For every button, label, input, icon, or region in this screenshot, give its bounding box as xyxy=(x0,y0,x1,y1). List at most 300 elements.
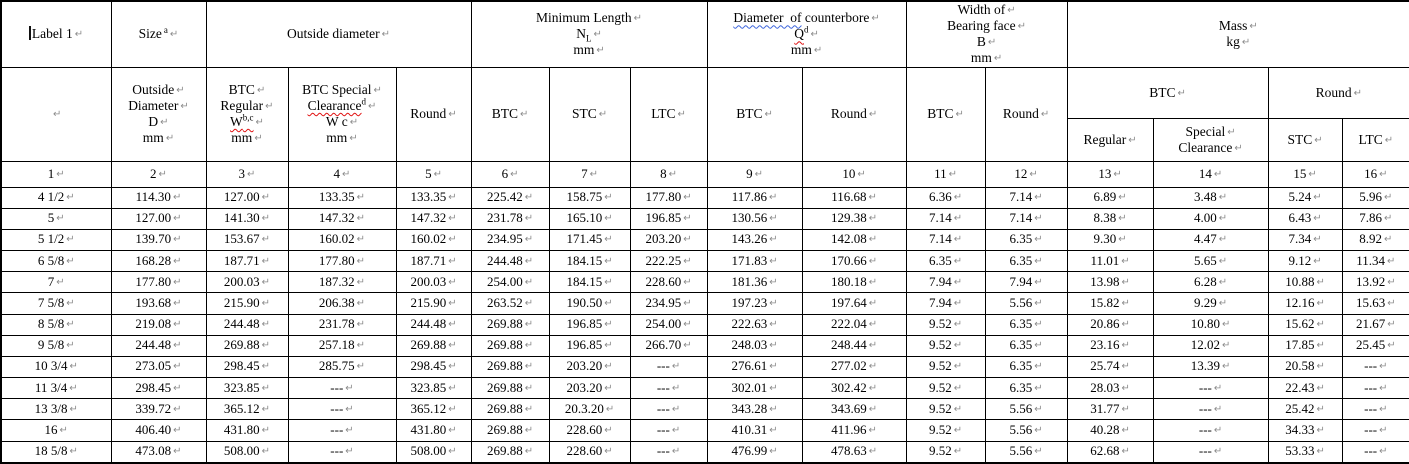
cell-end-mark: ↵ xyxy=(683,276,692,288)
cell-end-mark: ↵ xyxy=(173,382,182,394)
cell-end-mark: ↵ xyxy=(448,382,457,394)
data-cell: 25.45 ↵ xyxy=(1342,335,1409,356)
nl-btc-label: BTC ↵ xyxy=(491,106,529,122)
cell-end-mark: ↵ xyxy=(1034,255,1043,267)
cell-end-mark: ↵ xyxy=(769,446,778,458)
data-cell: 257.18 ↵ xyxy=(288,335,396,356)
cell-end-mark: ↵ xyxy=(261,403,271,415)
table-row xyxy=(1,272,1409,293)
cell-end-mark: ↵ xyxy=(261,255,271,267)
data-cell: 8.92 ↵ xyxy=(1342,229,1409,250)
cell-end-mark: ↵ xyxy=(524,319,534,331)
cell-end-mark: ↵ xyxy=(448,425,457,436)
cell-end-mark: ↵ xyxy=(1034,382,1043,394)
cell-end-mark: ↵ xyxy=(524,276,534,288)
cell-end-mark: ↵ xyxy=(173,234,182,246)
data-cell: 411.96 ↵ xyxy=(802,420,906,441)
cell-end-mark: ↵ xyxy=(381,29,390,41)
cell-end-mark: ↵ xyxy=(1222,340,1231,352)
cell-end-mark: ↵ xyxy=(1316,403,1325,415)
data-cell: 269.88 ↵ xyxy=(206,335,288,356)
cell-end-mark: ↵ xyxy=(173,361,182,373)
header-min-length-cell xyxy=(471,1,707,67)
data-cell: 181.36 ↵ xyxy=(707,272,802,293)
row-label-cell: 10 3/4 ↵ xyxy=(1,356,111,377)
cell-end-mark: ↵ xyxy=(769,234,778,246)
data-cell: --- ↵ xyxy=(288,378,396,399)
column-number-row xyxy=(1,161,1409,187)
data-cell: 11.34 ↵ xyxy=(1342,251,1409,272)
bearing-symbol: B ↵ xyxy=(976,34,997,50)
data-cell: 15.63 ↵ xyxy=(1342,293,1409,314)
data-cell: --- ↵ xyxy=(1153,441,1268,463)
data-cell: 269.88 ↵ xyxy=(471,314,549,335)
data-cell: 143.26 ↵ xyxy=(707,229,802,250)
data-cell: 298.45 ↵ xyxy=(206,356,288,377)
data-cell: 203.20 ↵ xyxy=(549,356,630,377)
data-cell: 197.23 ↵ xyxy=(707,293,802,314)
data-cell: 6.89 ↵ xyxy=(1067,187,1153,208)
data-cell: 7.94 ↵ xyxy=(906,272,985,293)
cell-end-mark: ↵ xyxy=(769,297,778,309)
cb-round-label: Round ↵ xyxy=(830,106,878,122)
row-label-cell: 11 3/4 ↵ xyxy=(1,378,111,399)
data-cell: 133.35 ↵ xyxy=(288,187,396,208)
cell-end-mark: ↵ xyxy=(1379,382,1388,394)
data-cell: 129.38 ↵ xyxy=(802,208,906,229)
cell-end-mark: ↵ xyxy=(671,361,681,373)
mass-unit: kg ↵ xyxy=(1226,34,1251,50)
data-cell: 9.52 ↵ xyxy=(906,420,985,441)
counterbore-title: Diameter of counterbore ↵ xyxy=(733,10,880,26)
data-cell: 285.75 ↵ xyxy=(288,356,396,377)
data-cell: 9.52 ↵ xyxy=(906,378,985,399)
cell-end-mark: ↵ xyxy=(373,85,382,97)
row-label-cell: 5 1/2 ↵ xyxy=(1,229,111,250)
data-cell: 141.30 ↵ xyxy=(206,208,288,229)
row-label-cell: 18 5/8 ↵ xyxy=(1,441,111,463)
data-cell: 53.33 ↵ xyxy=(1268,441,1342,463)
data-cell: 234.95 ↵ xyxy=(630,293,707,314)
cell-end-mark: ↵ xyxy=(1040,109,1050,121)
od-round-label: Round ↵ xyxy=(410,106,457,122)
column-number-cell: 12 ↵ xyxy=(985,161,1067,187)
cell-end-mark: ↵ xyxy=(173,319,182,331)
od-line2: Diameter ↵ xyxy=(128,98,189,114)
cell-end-mark: ↵ xyxy=(261,276,271,288)
cell-end-mark: ↵ xyxy=(1121,276,1130,288)
cell-end-mark: ↵ xyxy=(868,319,878,331)
data-cell: 160.02 ↵ xyxy=(396,229,471,250)
cell-end-mark: ↵ xyxy=(953,319,963,331)
data-cell: 170.66 ↵ xyxy=(802,251,906,272)
cell-end-mark: ↵ xyxy=(604,192,613,204)
column-number-cell: 7 ↵ xyxy=(549,161,630,187)
data-cell: 10.80 ↵ xyxy=(1153,314,1268,335)
cell-end-mark: ↵ xyxy=(59,425,68,436)
cell-end-mark: ↵ xyxy=(56,168,65,180)
cell-end-mark: ↵ xyxy=(345,382,354,394)
cell-end-mark: ↵ xyxy=(1379,168,1388,180)
cell-end-mark: ↵ xyxy=(448,109,457,121)
cell-end-mark: ↵ xyxy=(604,276,613,288)
cell-end-mark: ↵ xyxy=(1316,297,1325,309)
data-cell: 508.00 ↵ xyxy=(206,441,288,463)
header-size-cell xyxy=(111,1,206,67)
column-number-cell: 3 ↵ xyxy=(206,161,288,187)
cell-end-mark: ↵ xyxy=(683,192,692,204)
cell-end-mark: ↵ xyxy=(1316,382,1325,394)
data-cell: 9.52 ↵ xyxy=(906,356,985,377)
table-row xyxy=(1,420,1409,441)
cell-end-mark: ↵ xyxy=(74,29,84,41)
subheader-bf-btc-cell xyxy=(906,67,985,161)
mass-title: Mass ↵ xyxy=(1218,18,1258,34)
cell-end-mark: ↵ xyxy=(671,382,681,394)
cell-end-mark: ↵ xyxy=(345,425,354,436)
data-cell: 269.88 ↵ xyxy=(471,399,549,420)
cell-end-mark: ↵ xyxy=(53,109,62,121)
data-cell: 23.16 ↵ xyxy=(1067,335,1153,356)
data-cell: 180.18 ↵ xyxy=(802,272,906,293)
cell-end-mark: ↵ xyxy=(66,234,75,246)
data-cell: 6.43 ↵ xyxy=(1268,208,1342,229)
cell-end-mark: ↵ xyxy=(868,425,877,436)
cell-end-mark: ↵ xyxy=(769,276,778,288)
data-cell: 190.50 ↵ xyxy=(549,293,630,314)
data-cell: 196.85 ↵ xyxy=(549,335,630,356)
data-cell: 269.88 ↵ xyxy=(471,378,549,399)
cell-end-mark: ↵ xyxy=(356,213,366,225)
data-cell: 12.16 ↵ xyxy=(1268,293,1342,314)
data-cell: 40.28 ↵ xyxy=(1067,420,1153,441)
cell-end-mark: ↵ xyxy=(524,382,534,394)
data-cell: 254.00 ↵ xyxy=(630,314,707,335)
cell-end-mark: ↵ xyxy=(1379,425,1388,436)
data-cell: 225.42 ↵ xyxy=(471,187,549,208)
cell-end-mark: ↵ xyxy=(768,192,778,204)
cell-end-mark: ↵ xyxy=(356,297,366,309)
data-cell: 147.32 ↵ xyxy=(396,208,471,229)
data-cell: 177.80 ↵ xyxy=(111,272,206,293)
table-row xyxy=(1,356,1409,377)
cell-end-mark: ↵ xyxy=(604,340,613,352)
column-number-cell: 15 ↵ xyxy=(1268,161,1342,187)
btc-regular-unit: mm ↵ xyxy=(231,129,263,145)
cell-end-mark: ↵ xyxy=(1384,213,1393,225)
counterbore-symbol: $Q^d$ ↵ xyxy=(794,24,819,42)
cell-end-mark: ↵ xyxy=(261,297,271,309)
nl-stc-label: STC ↵ xyxy=(571,106,608,122)
cell-end-mark: ↵ xyxy=(433,168,442,180)
subheader-mass-stc-cell xyxy=(1268,118,1342,161)
header-label1: Label 1 ↵ xyxy=(31,26,84,42)
data-cell: 7.14 ↵ xyxy=(985,187,1067,208)
subheader-cb-round-cell xyxy=(802,67,906,161)
data-cell: 114.30 ↵ xyxy=(111,187,206,208)
cell-end-mark: ↵ xyxy=(368,101,377,113)
cell-end-mark: ↵ xyxy=(349,117,359,128)
btc-regular-line1: BTC ↵ xyxy=(228,82,266,98)
data-cell: 343.69 ↵ xyxy=(802,399,906,420)
od-unit: mm ↵ xyxy=(142,129,175,145)
cell-end-mark: ↵ xyxy=(1034,361,1043,373)
column-number-cell: 1 ↵ xyxy=(1,161,111,187)
table-body xyxy=(1,1,1409,463)
column-number-cell: 5 ↵ xyxy=(396,161,471,187)
cell-end-mark: ↵ xyxy=(671,403,681,415)
subheader-mass-special-cell xyxy=(1153,118,1268,161)
cell-end-mark: ↵ xyxy=(1017,21,1027,33)
cell-end-mark: ↵ xyxy=(169,29,179,41)
cell-end-mark: ↵ xyxy=(356,192,366,204)
data-cell: 153.67 ↵ xyxy=(206,229,288,250)
data-cell: 200.03 ↵ xyxy=(396,272,471,293)
data-cell: 196.85 ↵ xyxy=(549,314,630,335)
subheader-mass-btc-cell xyxy=(1067,67,1268,118)
cell-end-mark: ↵ xyxy=(69,446,78,458)
data-cell: 133.35 ↵ xyxy=(396,187,471,208)
data-cell: 127.00 ↵ xyxy=(206,187,288,208)
cell-end-mark: ↵ xyxy=(66,255,75,267)
data-cell: 20.3.20 ↵ xyxy=(549,399,630,420)
cell-end-mark: ↵ xyxy=(1034,319,1043,331)
subheader-btc-special-cell xyxy=(288,67,396,161)
cell-end-mark: ↵ xyxy=(356,234,366,246)
cell-end-mark: ↵ xyxy=(1387,276,1396,288)
data-cell: 6.35 ↵ xyxy=(985,314,1067,335)
cell-end-mark: ↵ xyxy=(1222,361,1231,373)
cell-end-mark: ↵ xyxy=(1213,403,1223,415)
data-cell: 147.32 ↵ xyxy=(288,208,396,229)
cell-end-mark: ↵ xyxy=(1316,319,1325,331)
cell-end-mark: ↵ xyxy=(1308,168,1317,180)
cell-end-mark: ↵ xyxy=(953,403,963,415)
row-label-cell: 8 5/8 ↵ xyxy=(1,314,111,335)
cell-end-mark: ↵ xyxy=(810,29,819,41)
cell-end-mark: ↵ xyxy=(448,319,457,331)
header-label1-cell xyxy=(1,1,111,67)
min-length-title: Minimum Length ↵ xyxy=(536,10,643,26)
data-cell: 142.08 ↵ xyxy=(802,229,906,250)
data-cell: 6.35 ↵ xyxy=(985,229,1067,250)
cell-end-mark: ↵ xyxy=(1118,192,1127,204)
table-row xyxy=(1,441,1409,463)
data-cell: 130.56 ↵ xyxy=(707,208,802,229)
cell-end-mark: ↵ xyxy=(1379,361,1388,373)
cell-end-mark: ↵ xyxy=(356,340,366,352)
cell-end-mark: ↵ xyxy=(589,168,598,180)
cell-end-mark: ↵ xyxy=(1313,213,1322,225)
row-label-cell: 7 ↵ xyxy=(1,272,111,293)
mass-stc-label: STC ↵ xyxy=(1287,131,1323,147)
cell-end-mark: ↵ xyxy=(1387,340,1396,352)
cell-end-mark: ↵ xyxy=(871,13,880,25)
data-cell: 231.78 ↵ xyxy=(288,314,396,335)
btc-special-line1: BTC Special ↵ xyxy=(302,82,382,98)
data-cell: 139.70 ↵ xyxy=(111,229,206,250)
cell-end-mark: ↵ xyxy=(868,234,878,246)
data-cell: 5.24 ↵ xyxy=(1268,187,1342,208)
od-symbol: D ↵ xyxy=(148,114,169,129)
header-empty-cell xyxy=(1,67,111,161)
table-row xyxy=(1,335,1409,356)
subheader-mass-round-cell xyxy=(1268,67,1409,118)
cell-end-mark: ↵ xyxy=(1121,425,1130,436)
data-cell: 222.04 ↵ xyxy=(802,314,906,335)
mass-btc-label: BTC ↵ xyxy=(1149,84,1186,100)
data-cell: 269.88 ↵ xyxy=(471,441,549,463)
cell-end-mark: ↵ xyxy=(953,297,963,309)
cell-end-mark: ↵ xyxy=(668,168,677,180)
subheader-od-round-cell xyxy=(396,67,471,161)
bearing-title-1: Width of ↵ xyxy=(957,2,1016,18)
cell-end-mark: ↵ xyxy=(993,53,1003,65)
data-cell: --- ↵ xyxy=(630,420,707,441)
data-cell: --- ↵ xyxy=(288,420,396,441)
data-cell: 7.86 ↵ xyxy=(1342,208,1409,229)
data-cell: 302.01 ↵ xyxy=(707,378,802,399)
data-cell: 365.12 ↵ xyxy=(206,399,288,420)
data-cell: 5.56 ↵ xyxy=(985,441,1067,463)
cell-end-mark: ↵ xyxy=(172,192,182,204)
cell-end-mark: ↵ xyxy=(1379,446,1388,458)
cell-end-mark: ↵ xyxy=(868,446,878,458)
table-row xyxy=(1,187,1409,208)
data-cell: 184.15 ↵ xyxy=(549,272,630,293)
cell-end-mark: ↵ xyxy=(1313,234,1322,246)
cell-end-mark: ↵ xyxy=(524,340,534,352)
cell-end-mark: ↵ xyxy=(1034,446,1043,458)
cell-end-mark: ↵ xyxy=(593,29,602,41)
data-cell: 117.86 ↵ xyxy=(707,187,802,208)
data-cell: 228.60 ↵ xyxy=(549,441,630,463)
data-cell: 323.85 ↵ xyxy=(396,378,471,399)
mass-special-line1: Special ↵ xyxy=(1185,123,1236,139)
cell-end-mark: ↵ xyxy=(1384,134,1394,146)
cell-end-mark: ↵ xyxy=(1384,234,1393,246)
data-cell: 269.88 ↵ xyxy=(396,335,471,356)
min-length-symbol: $N_L$ ↵ xyxy=(576,26,602,44)
cell-end-mark: ↵ xyxy=(1314,134,1323,146)
data-cell: 234.95 ↵ xyxy=(471,229,549,250)
cell-end-mark: ↵ xyxy=(524,446,534,458)
cell-end-mark: ↵ xyxy=(868,340,878,352)
data-cell: 171.45 ↵ xyxy=(549,229,630,250)
cell-end-mark: ↵ xyxy=(953,192,963,204)
cell-end-mark: ↵ xyxy=(261,382,271,394)
cell-end-mark: ↵ xyxy=(671,425,681,436)
cell-end-mark: ↵ xyxy=(1113,168,1122,180)
cell-end-mark: ↵ xyxy=(953,425,963,436)
data-cell: 269.88 ↵ xyxy=(471,420,549,441)
data-cell: 160.02 ↵ xyxy=(288,229,396,250)
data-cell: 34.33 ↵ xyxy=(1268,420,1342,441)
data-cell: 25.42 ↵ xyxy=(1268,399,1342,420)
cell-end-mark: ↵ xyxy=(868,109,878,121)
cell-end-mark: ↵ xyxy=(176,85,185,97)
cell-end-mark: ↵ xyxy=(683,319,692,331)
data-cell: 276.61 ↵ xyxy=(707,356,802,377)
cell-end-mark: ↵ xyxy=(1213,446,1223,458)
data-cell: 21.67 ↵ xyxy=(1342,314,1409,335)
cell-end-mark: ↵ xyxy=(1034,192,1043,204)
data-cell: 184.15 ↵ xyxy=(549,251,630,272)
cell-end-mark: ↵ xyxy=(1316,340,1325,352)
cell-end-mark: ↵ xyxy=(448,234,457,246)
cell-end-mark: ↵ xyxy=(173,403,182,415)
cell-end-mark: ↵ xyxy=(1121,446,1130,458)
cell-end-mark: ↵ xyxy=(1034,425,1043,436)
data-cell: 13.39 ↵ xyxy=(1153,356,1268,377)
data-cell: --- ↵ xyxy=(288,399,396,420)
cell-end-mark: ↵ xyxy=(1034,403,1043,415)
subheader-mass-regular-cell xyxy=(1067,118,1153,161)
subheader-nl-stc-cell xyxy=(549,67,630,161)
data-cell: 254.00 ↵ xyxy=(471,272,549,293)
data-cell: 7.14 ↵ xyxy=(985,208,1067,229)
data-cell: 4.00 ↵ xyxy=(1153,208,1268,229)
cell-end-mark: ↵ xyxy=(1034,340,1043,352)
data-cell: 200.03 ↵ xyxy=(206,272,288,293)
data-cell: 177.80 ↵ xyxy=(288,251,396,272)
header-row-2 xyxy=(1,67,1409,118)
column-number-cell: 2 ↵ xyxy=(111,161,206,187)
data-cell: 277.02 ↵ xyxy=(802,356,906,377)
data-cell: 228.60 ↵ xyxy=(630,272,707,293)
data-cell: 244.48 ↵ xyxy=(471,251,549,272)
data-cell: 25.74 ↵ xyxy=(1067,356,1153,377)
data-cell: 15.82 ↵ xyxy=(1067,293,1153,314)
cell-end-mark: ↵ xyxy=(1387,319,1396,331)
cell-end-mark: ↵ xyxy=(342,168,351,180)
cell-end-mark: ↵ xyxy=(1177,87,1186,99)
cell-end-mark: ↵ xyxy=(524,255,534,267)
cell-end-mark: ↵ xyxy=(604,234,613,246)
cell-end-mark: ↵ xyxy=(261,425,271,436)
data-cell: 431.80 ↵ xyxy=(396,420,471,441)
cell-end-mark: ↵ xyxy=(1121,297,1130,309)
cell-end-mark: ↵ xyxy=(56,213,65,225)
data-cell: 6.35 ↵ xyxy=(985,378,1067,399)
data-cell: 476.99 ↵ xyxy=(707,441,802,463)
data-cell: 473.08 ↵ xyxy=(111,441,206,463)
cell-end-mark: ↵ xyxy=(633,13,643,25)
cell-end-mark: ↵ xyxy=(604,297,613,309)
column-number-cell: 16 ↵ xyxy=(1342,161,1409,187)
cell-end-mark: ↵ xyxy=(1241,37,1251,49)
data-cell: 215.90 ↵ xyxy=(396,293,471,314)
data-cell: 193.68 ↵ xyxy=(111,293,206,314)
cell-end-mark: ↵ xyxy=(524,361,534,373)
cell-end-mark: ↵ xyxy=(448,446,457,458)
cell-end-mark: ↵ xyxy=(683,297,692,309)
data-cell: --- ↵ xyxy=(1153,378,1268,399)
cell-end-mark: ↵ xyxy=(953,382,963,394)
column-number-cell: 13 ↵ xyxy=(1067,161,1153,187)
data-cell: 171.83 ↵ xyxy=(707,251,802,272)
data-cell: 158.75 ↵ xyxy=(549,187,630,208)
column-number-cell: 11 ↵ xyxy=(906,161,985,187)
data-cell: 508.00 ↵ xyxy=(396,441,471,463)
cell-end-mark: ↵ xyxy=(1029,168,1038,180)
cell-end-mark: ↵ xyxy=(519,109,529,121)
header-counterbore-cell xyxy=(707,1,906,67)
cell-end-mark: ↵ xyxy=(769,319,778,331)
data-cell: 215.90 ↵ xyxy=(206,293,288,314)
btc-special-unit: mm ↵ xyxy=(326,129,358,145)
cell-end-mark: ↵ xyxy=(345,403,354,415)
